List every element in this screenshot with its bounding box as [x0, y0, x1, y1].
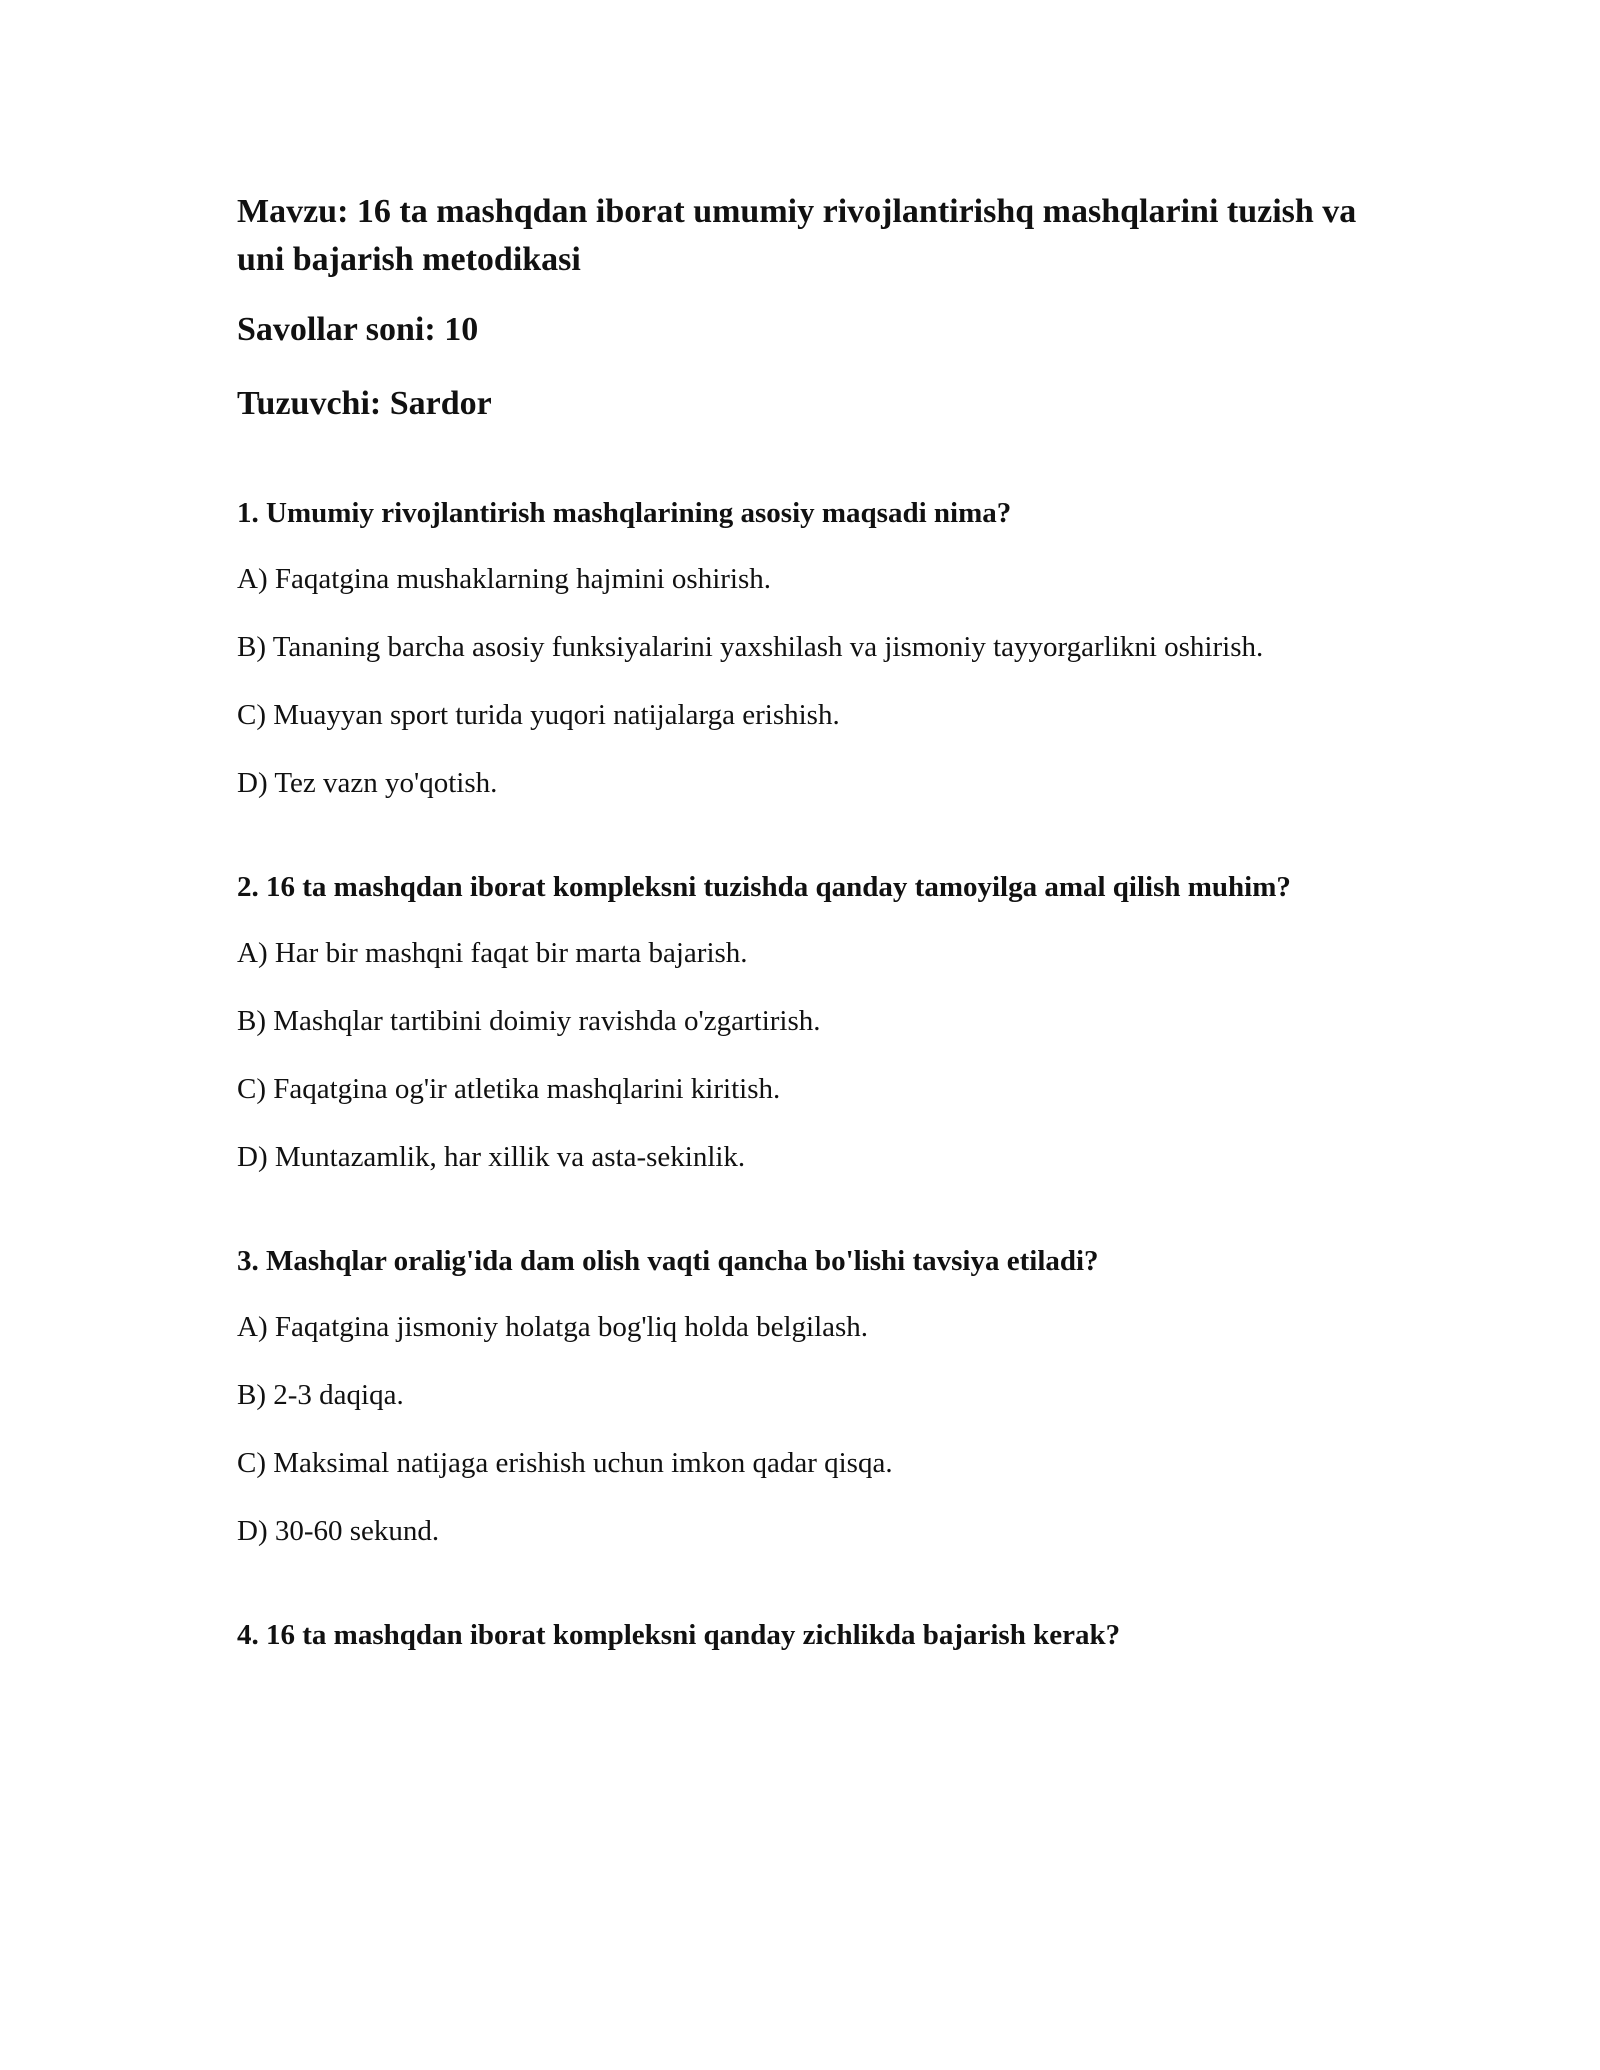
question-block [237, 866, 1387, 1178]
question-count: Savollar soni: 10 [237, 311, 479, 348]
author-line: Tuzuvchi: Sardor [237, 385, 492, 422]
question-list [237, 492, 1387, 1656]
question-text: 2. 16 ta mashqdan iborat kompleksni tuzishda qanday tamoyilga amal qilish muhim? [237, 871, 1291, 903]
answer-option: C) Muayyan sport turida yuqori natijalarga erishish. [237, 699, 840, 731]
answer-option: D) Muntazamlik, har xillik va asta-sekinlik. [237, 1141, 746, 1173]
answer-option: B) Tananing barcha asosiy funksiyalarini yaxshilash va jismoniy tayyorgarlikni oshirish. [237, 631, 1264, 663]
answer-option: A) Faqatgina mushaklarning hajmini oshirish. [237, 563, 772, 595]
question-block [237, 1240, 1387, 1552]
answer-option: A) Faqatgina jismoniy holatga bog'liq holda belgilash. [237, 1311, 869, 1343]
question-block [237, 492, 1387, 804]
question-block [237, 1614, 1387, 1656]
answer-option: C) Maksimal natijaga erishish uchun imkon qadar qisqa. [237, 1447, 893, 1479]
answer-option: D) 30-60 sekund. [237, 1515, 440, 1547]
answer-option: B) Mashqlar tartibini doimiy ravishda o'zgartirish. [237, 1005, 821, 1037]
document-page [237, 188, 1387, 1718]
question-text: 1. Umumiy rivojlantirish mashqlarining asosiy maqsadi nima? [237, 497, 1012, 529]
answer-option: B) 2-3 daqiqa. [237, 1379, 404, 1411]
document-title: Mavzu: 16 ta mashqdan iborat umumiy rivojlantirishq mashqlarini tuzish va uni bajarish metodikasi [237, 193, 1357, 278]
answer-option: D) Tez vazn yo'qotish. [237, 767, 498, 799]
question-text: 4. 16 ta mashqdan iborat kompleksni qanday zichlikda bajarish kerak? [237, 1619, 1121, 1651]
answer-option: C) Faqatgina og'ir atletika mashqlarini kiritish. [237, 1073, 781, 1105]
answer-option: A) Har bir mashqni faqat bir marta bajarish. [237, 937, 748, 969]
question-text: 3. Mashqlar oralig'ida dam olish vaqti qancha bo'lishi tavsiya etiladi? [237, 1245, 1099, 1277]
